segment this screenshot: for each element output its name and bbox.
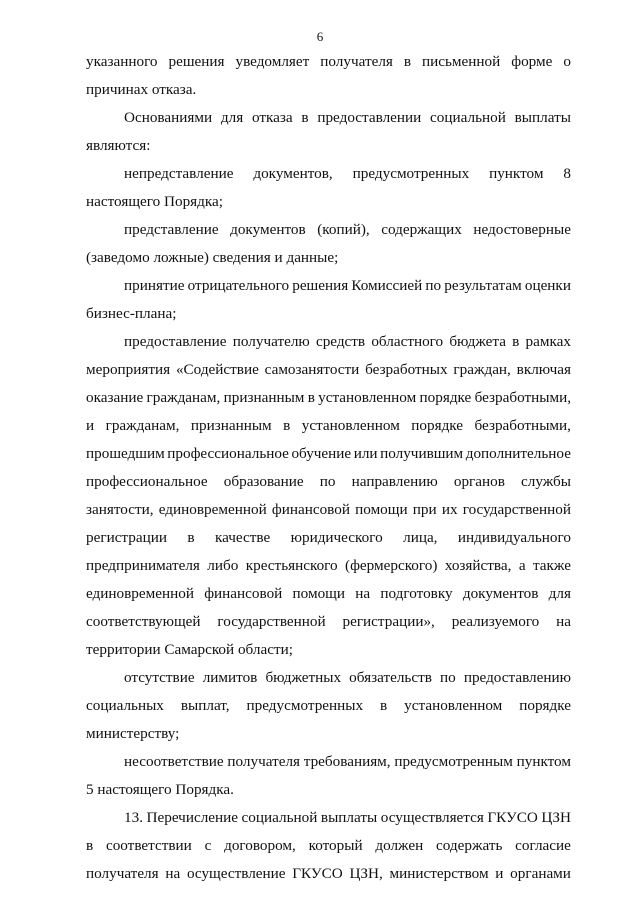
word: в: [187, 529, 195, 546]
word: получателя: [86, 865, 159, 882]
word: по: [425, 277, 442, 294]
word: регистрации»,: [342, 613, 435, 630]
word: либо: [207, 557, 239, 574]
text-line: [124, 331, 571, 353]
word: предоставлению: [463, 669, 571, 686]
word: отказа: [251, 109, 293, 126]
word: отрицательного: [187, 277, 290, 294]
word: ГКУСО: [292, 865, 343, 882]
word: службы: [521, 473, 571, 490]
word: помощи: [355, 501, 408, 518]
word: который: [308, 837, 363, 854]
text-line: территории Самарской области;: [86, 641, 293, 658]
word: уведомляет: [235, 53, 310, 70]
word: обучение: [291, 445, 352, 462]
word: результатам: [444, 277, 522, 294]
text-line: [86, 863, 571, 885]
word: социальной: [430, 109, 506, 126]
text-line: [124, 163, 571, 185]
word: на: [556, 613, 571, 630]
word: выплаты: [320, 809, 378, 826]
word: порядке: [519, 697, 571, 714]
text-line: [124, 107, 571, 129]
text-line: [124, 667, 571, 689]
word: реализуемого: [451, 613, 540, 630]
word: признанным: [190, 417, 272, 434]
word: признанным: [223, 389, 305, 406]
text-line: [86, 611, 571, 633]
word: письменной: [422, 53, 501, 70]
word: выплаты: [514, 109, 571, 126]
word: недостоверные: [473, 221, 571, 238]
word: получателю: [232, 333, 310, 350]
word: «Содействие: [175, 361, 259, 378]
word: лица,: [403, 529, 438, 546]
word: предусмотренных: [246, 697, 364, 714]
word: установленном: [404, 697, 503, 714]
word: регистрации: [86, 529, 167, 546]
word: содержать: [436, 837, 503, 854]
word: занятости,: [86, 501, 154, 518]
word: помощи: [292, 585, 346, 602]
word: договором,: [224, 837, 296, 854]
word: в: [86, 837, 94, 854]
word: несоответствие: [124, 753, 224, 770]
text-line: [86, 527, 571, 549]
word: министерством: [389, 865, 489, 882]
word: хозяйства,: [444, 557, 512, 574]
text-line: [124, 275, 571, 297]
word: в: [301, 109, 309, 126]
word: на: [355, 585, 371, 602]
word: самозанятости: [264, 361, 360, 378]
word: осуществление: [186, 865, 286, 882]
word: гражданам,: [146, 389, 221, 406]
word: с: [204, 837, 212, 854]
word: требованиям,: [303, 753, 391, 770]
word: в: [403, 53, 412, 70]
word: 13.: [124, 809, 143, 826]
text-line: [86, 555, 571, 577]
word: органов: [453, 473, 505, 490]
word: соответствии: [105, 837, 192, 854]
word: их: [441, 501, 458, 518]
word: выплат,: [180, 697, 230, 714]
word: включая: [516, 361, 571, 378]
word: для: [548, 585, 571, 602]
word: бюджета: [449, 333, 506, 350]
word: гражданам,: [105, 417, 180, 434]
word: индивидуального: [457, 529, 571, 546]
word: органами: [510, 865, 571, 882]
word: государственной: [217, 613, 326, 630]
text-line: являются:: [86, 137, 151, 154]
word: и: [495, 865, 504, 882]
text-line: [86, 387, 571, 409]
word: ГКУСО: [487, 809, 538, 826]
word: в: [512, 333, 520, 350]
word: (копий),: [317, 221, 370, 238]
text-line: [86, 499, 571, 521]
word: по: [319, 473, 336, 490]
word: ЦЗН: [541, 809, 571, 826]
word: получателя: [227, 753, 301, 770]
word: ЦЗН,: [349, 865, 383, 882]
word: при: [412, 501, 437, 518]
word: решения: [292, 277, 349, 294]
word: дополнительное: [465, 445, 571, 462]
word: направлению: [351, 473, 438, 490]
text-line: [86, 359, 571, 381]
word: для: [220, 109, 244, 126]
word: 8: [563, 165, 571, 182]
word: установленном: [301, 417, 400, 434]
word: финансовой: [204, 585, 283, 602]
word: пунктом: [516, 753, 571, 770]
word: качестве: [214, 529, 271, 546]
word: получателя: [320, 53, 393, 70]
text-line: [86, 583, 571, 605]
word: форме: [511, 53, 553, 70]
word: также: [532, 557, 571, 574]
text-line: [86, 471, 571, 493]
text-line: министерству;: [86, 725, 180, 742]
word: социальной: [241, 809, 318, 826]
word: или: [353, 445, 378, 462]
word: обязательств: [349, 669, 432, 686]
word: Комиссией: [351, 277, 423, 294]
word: мероприятия: [86, 361, 171, 378]
word: осуществляется: [380, 809, 484, 826]
text-line: [86, 51, 571, 73]
word: рамках: [525, 333, 571, 350]
text-line: [124, 219, 571, 241]
word: представление: [124, 221, 219, 238]
word: документов: [462, 585, 539, 602]
text-line: [124, 807, 571, 829]
word: единовременной: [86, 585, 194, 602]
word: образование: [223, 473, 304, 490]
word: граждан,: [453, 361, 511, 378]
text-line: [86, 443, 571, 465]
text-line: [124, 751, 571, 773]
word: получившим: [380, 445, 464, 462]
word: бюджетных: [265, 669, 342, 686]
word: порядке: [411, 417, 464, 434]
word: должен: [375, 837, 424, 854]
word: подготовку: [380, 585, 453, 602]
word: в: [307, 389, 315, 406]
word: и: [86, 417, 95, 434]
word: (фермерского): [345, 557, 438, 574]
word: содержащих: [381, 221, 462, 238]
word: пунктом: [489, 165, 544, 182]
word: оценки: [524, 277, 571, 294]
word: оказание: [86, 389, 144, 406]
page-number: 6: [316, 29, 324, 44]
text-line: [86, 415, 571, 437]
text-line: 5 настоящего Порядка.: [86, 781, 234, 798]
word: предоставление: [124, 333, 227, 350]
word: финансовой: [271, 501, 350, 518]
word: безработными,: [474, 389, 571, 406]
word: областного: [371, 333, 444, 350]
word: отсутствие: [124, 669, 195, 686]
word: в: [283, 417, 291, 434]
text-line: [86, 695, 571, 717]
word: документов,: [253, 165, 333, 182]
word: предусмотренных: [352, 165, 470, 182]
word: документов: [230, 221, 306, 238]
word: предоставлении: [317, 109, 422, 126]
word: прошедшим: [86, 445, 165, 462]
word: непредставление: [124, 165, 234, 182]
text-line: [86, 835, 571, 857]
word: согласие: [515, 837, 571, 854]
word: принятие: [124, 277, 185, 294]
word: лимитов: [202, 669, 258, 686]
word: средств: [315, 333, 366, 350]
word: профессиональное: [167, 445, 289, 462]
word: юридического: [290, 529, 383, 546]
text-line: причинах отказа.: [86, 81, 197, 98]
text-line: бизнес-плана;: [86, 305, 177, 322]
word: по: [439, 669, 456, 686]
word: порядке: [419, 389, 472, 406]
word: государственной: [462, 501, 571, 518]
word: о: [563, 53, 571, 70]
word: предпринимателя: [86, 557, 200, 574]
word: а: [518, 557, 526, 574]
word: предусмотренным: [394, 753, 513, 770]
word: безработными,: [474, 417, 571, 434]
word: соответствующей: [86, 613, 201, 630]
word: решения: [168, 53, 225, 70]
word: установленном: [318, 389, 417, 406]
text-line: настоящего Порядка;: [86, 193, 223, 210]
word: на: [165, 865, 181, 882]
word: профессиональное: [86, 473, 208, 490]
word: Перечисление: [146, 809, 239, 826]
word: единовременной: [158, 501, 267, 518]
word: безработных: [365, 361, 448, 378]
text-line: (заведомо ложные) сведения и данные;: [86, 249, 339, 266]
word: социальных: [86, 697, 164, 714]
word: в: [380, 697, 388, 714]
word: указанного: [86, 53, 158, 70]
word: крестьянского: [245, 557, 338, 574]
word: Основаниями: [124, 109, 213, 126]
